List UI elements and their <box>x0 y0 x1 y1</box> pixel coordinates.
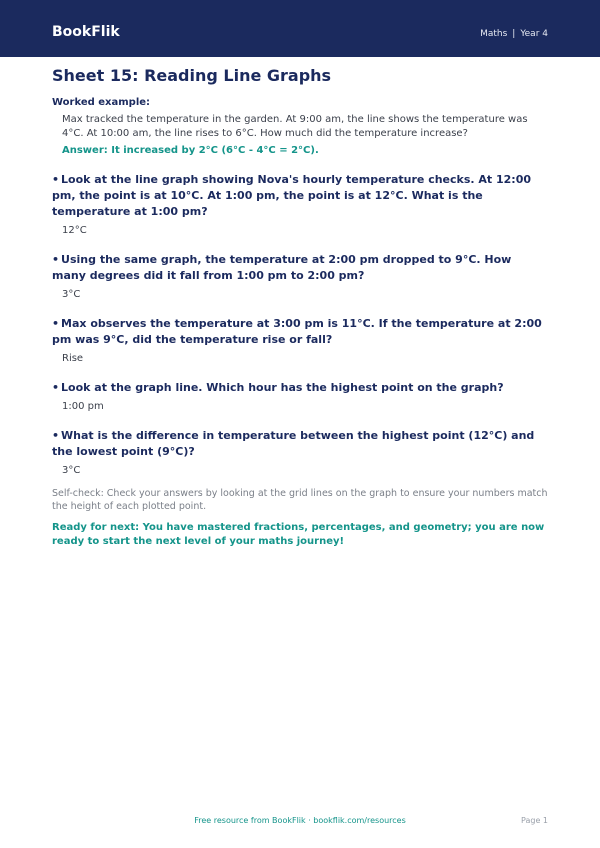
meta-separator: | <box>512 29 516 39</box>
question-5 <box>52 428 548 478</box>
worked-example-label: Worked example: <box>52 97 151 108</box>
brand-logo[interactable]: BookFlik <box>52 24 120 40</box>
subject-label: Maths <box>480 29 508 39</box>
worked-example-answer: Answer: It increased by 2°C (6°C - 4°C = 2°C). <box>62 145 319 156</box>
bullet-icon: • <box>52 173 60 186</box>
question-answer: Rise <box>62 353 84 364</box>
bullet-icon: • <box>52 317 60 330</box>
question-text: Look at the graph line. Which hour has the highest point on the graph? <box>61 381 504 394</box>
header-meta <box>480 28 548 40</box>
ready-next-note: Ready for next: You have mastered fractions, percentages, and geometry; you are now ready to start the next level of your maths journey! <box>52 522 545 547</box>
question-text: Look at the line graph showing Nova's hourly temperature checks. At 12:00 pm, the point is at 10°C. At 1:00 pm, the point is at 12°C. What is the temperature at 1:00 pm? <box>52 173 532 218</box>
question-answer: 3°C <box>62 465 81 476</box>
page-number: Page 1 <box>521 816 548 825</box>
page-header <box>0 0 600 57</box>
year-label: Year 4 <box>520 29 548 39</box>
bullet-icon: • <box>52 429 60 442</box>
worksheet-content <box>52 66 548 549</box>
footer-source-link[interactable]: Free resource from BookFlik · bookflik.com/resources <box>194 816 406 825</box>
page-title: Sheet 15: Reading Line Graphs <box>52 66 332 85</box>
question-1 <box>52 172 548 238</box>
question-text: Using the same graph, the temperature at 2:00 pm dropped to 9°C. How many degrees did it fall from 1:00 pm to 2:00 pm? <box>52 253 512 282</box>
question-2 <box>52 252 548 302</box>
self-check-note: Self-check: Check your answers by looking at the grid lines on the graph to ensure your numbers match the height of each plotted point. <box>52 488 548 512</box>
question-4 <box>52 380 548 414</box>
question-text: What is the difference in temperature between the highest point (12°C) and the lowest point (9°C)? <box>52 429 535 458</box>
question-3 <box>52 316 548 366</box>
question-answer: 1:00 pm <box>62 401 104 412</box>
question-text: Max observes the temperature at 3:00 pm is 11°C. If the temperature at 2:00 pm was 9°C, did the temperature rise or fall? <box>52 317 542 346</box>
question-answer: 12°C <box>62 225 87 236</box>
bullet-icon: • <box>52 381 60 394</box>
question-answer: 3°C <box>62 289 81 300</box>
bullet-icon: • <box>52 253 60 266</box>
worked-example-text: Max tracked the temperature in the garden. At 9:00 am, the line shows the temperature was 4°C. At 10:00 am, the line rises to 6°C. How much did the temperature increase? <box>62 114 528 139</box>
